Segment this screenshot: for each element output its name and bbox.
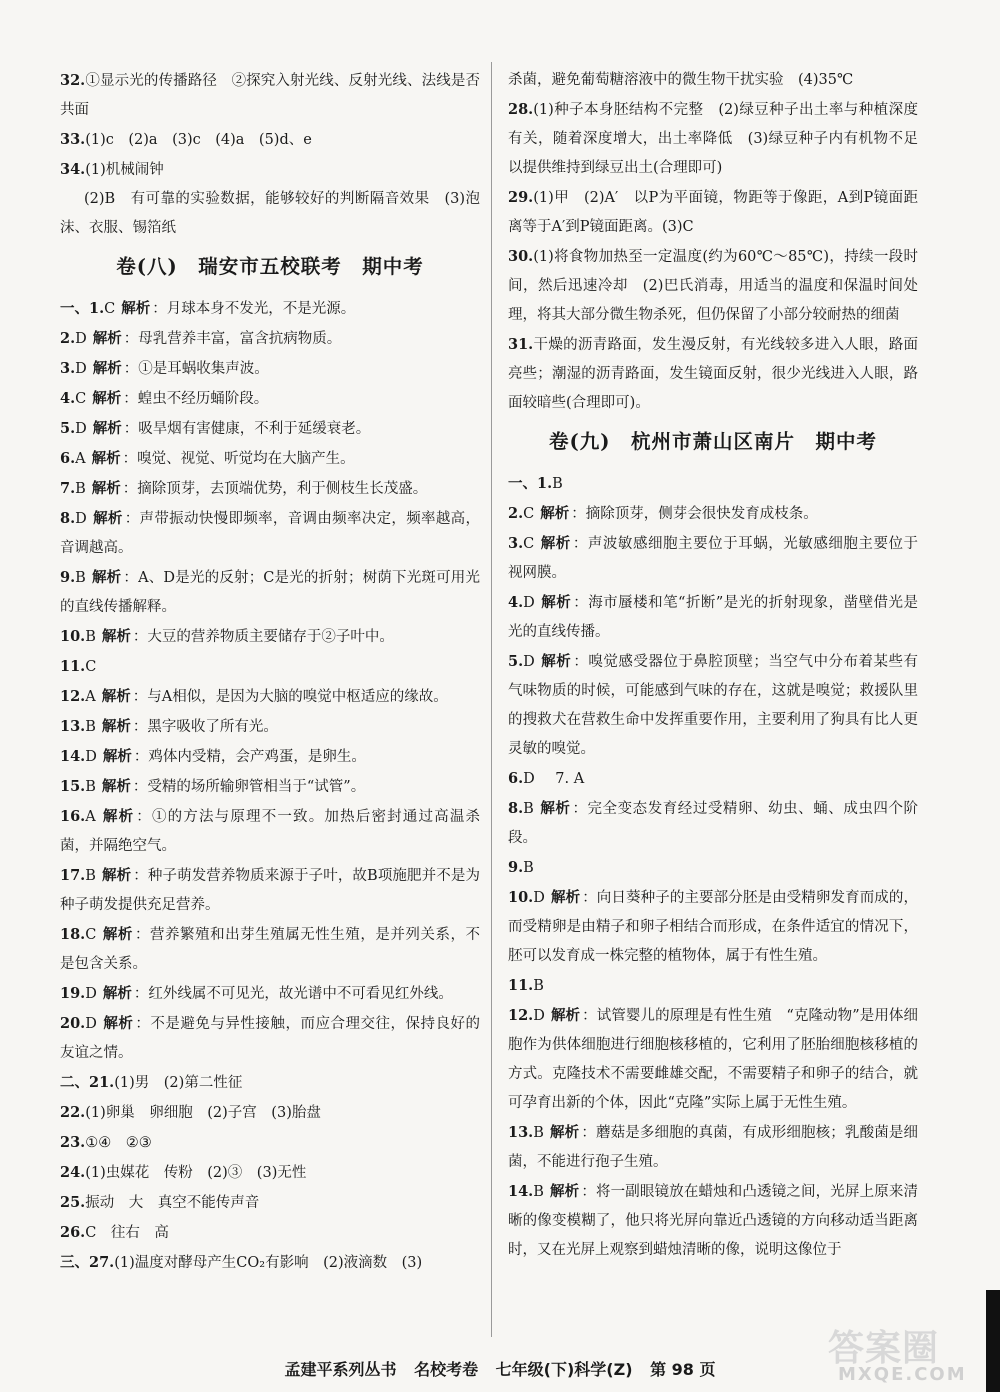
- section-heading: 卷(八) 瑞安市五校联考 期中考: [116, 255, 424, 278]
- question-number: 6.: [60, 450, 76, 467]
- answer-choice: B: [85, 779, 96, 795]
- answer-item: [60, 742, 480, 772]
- answer-text: ：声带振动快慢即频率，音调由频率决定，频率越高，音调越高。: [60, 511, 481, 556]
- question-number: 16.: [60, 808, 86, 825]
- answer-item: [508, 647, 918, 764]
- footer-series: 孟建平系列丛书: [284, 1360, 397, 1379]
- answer-choice: B: [85, 629, 96, 645]
- answer-line: [508, 330, 918, 418]
- answer-item: [60, 414, 480, 444]
- answer-line: [60, 66, 480, 125]
- analysis-label: 解析: [101, 628, 131, 645]
- analysis-label: 解析: [92, 390, 122, 407]
- analysis-label: 解析: [540, 505, 570, 522]
- watermark-url: MXQE.COM: [838, 1364, 967, 1385]
- question-number: 23.: [60, 1134, 86, 1151]
- question-number: 8.: [60, 510, 76, 527]
- answer-text: ①④ ②③: [85, 1135, 152, 1151]
- question-number: 17.: [60, 867, 86, 884]
- question-number: 4.: [60, 390, 76, 407]
- answer-text: ：摘除顶芽，去顶端优势，利于侧枝生长茂盛。: [122, 481, 428, 497]
- answer-text: (1)甲 (2)A′ 以P为平面镜，物距等于像距，A到P镜面距离等于A′到P镜面距离。(3)C: [508, 190, 918, 235]
- answer-item: [508, 529, 918, 588]
- answer-text: ：与A相似，是因为大脑的嗅觉中枢适应的缘故。: [132, 689, 448, 705]
- answer-text: ：嗅觉、视觉、听觉均在大脑产生。: [122, 451, 355, 467]
- answer-text: ：声波敏感细胞主要位于耳蜗，光敏感细胞主要位于视网膜。: [508, 536, 919, 581]
- answer-text: ：向日葵种子的主要部分胚是由受精卵发育而成的，而受精卵是由精子和卵子相结合而形成，在条件适宜的情况下，胚可以发育成一株完整的植物体，属于有性生殖。: [508, 890, 919, 964]
- answer-choice: D: [85, 986, 97, 1002]
- answer-text: ：蝗虫不经历蛹阶段。: [123, 391, 269, 407]
- analysis-label: 解析: [549, 1183, 580, 1200]
- question-number: 11.: [508, 977, 534, 994]
- analysis-label: 解析: [92, 420, 122, 437]
- question-number: 2.: [60, 330, 76, 347]
- question-number: 5.: [60, 420, 76, 437]
- answer-item: [60, 1009, 480, 1068]
- answer-text: (1)将食物加热至一定温度(约为60℃～85℃)，持续一段时间，然后迅速冷却 (2)巴氏消毒，用适当的温度和保温时间处理，将其大部分微生物杀死，但仍保留了小部分较耐热的细菌: [508, 249, 918, 323]
- answer-text: 干燥的沥青路面，发生漫反射，有光线较多进入人眼，路面亮些；潮湿的沥青路面，发生镜面反射，很少光线进入人眼，路面较暗些(合理即可)。: [508, 337, 918, 411]
- answer-choice: D: [75, 331, 87, 347]
- answer-text: ①显示光的传播路径 ②探究入射光线、反射光线、法线是否共面: [60, 73, 480, 118]
- answer-item: [508, 499, 918, 529]
- analysis-label: 解析: [91, 569, 122, 586]
- question-number: 8.: [508, 800, 524, 817]
- answer-line: [60, 1248, 480, 1278]
- question-number: 31.: [508, 336, 534, 353]
- footer-title: 名校考卷: [414, 1360, 479, 1379]
- analysis-label: 解析: [102, 926, 133, 943]
- answer-choice: B: [523, 801, 534, 817]
- answer-text: (1)c (2)a (3)c (4)a (5)d、e: [85, 132, 312, 148]
- analysis-label: 解析: [101, 867, 132, 884]
- answer-text: (1)虫媒花 传粉 (2)③ (3)无性: [85, 1165, 307, 1181]
- answer-item: [60, 622, 480, 652]
- question-number: 33.: [60, 131, 86, 148]
- answer-choice: D: [75, 511, 87, 527]
- answer-text: ：受精的场所输卵管相当于“试管”。: [132, 779, 366, 795]
- analysis-label: 解析: [101, 718, 131, 735]
- question-number: 30.: [508, 248, 534, 265]
- answer-choice: C: [85, 659, 97, 675]
- question-number: 13.: [508, 1124, 534, 1141]
- answer-text: 杀菌，避免葡萄糖溶液中的微生物干扰实验 (4)35℃: [508, 72, 854, 88]
- answer-text: ：海市蜃楼和笔“折断”是光的折射现象，凿壁借光是光的直线传播。: [508, 595, 919, 640]
- answer-choice: B: [75, 481, 86, 497]
- answer-text: ：鸡体内受精，会产鸡蛋，是卵生。: [133, 749, 366, 765]
- answer-choice: B: [75, 570, 86, 586]
- answer-text: ：完全变态发育经过受精卵、幼虫、蛹、成虫四个阶段。: [508, 801, 919, 846]
- answer-item: [60, 384, 480, 414]
- answer-item: [60, 652, 480, 682]
- answer-text: ：摘除顶芽，侧芽会很快发育成枝条。: [571, 506, 818, 522]
- answer-choice: B: [85, 719, 96, 735]
- analysis-label: 解析: [101, 688, 131, 705]
- answer-item: [60, 682, 480, 712]
- question-number: 13.: [60, 718, 86, 735]
- analysis-label: 解析: [91, 450, 121, 467]
- answer-choice: D: [523, 771, 535, 787]
- answer-choice: B: [552, 476, 563, 492]
- question-number: 12.: [60, 688, 86, 705]
- analysis-label: 解析: [102, 748, 132, 765]
- analysis-label: 解析: [91, 480, 121, 497]
- answer-item: [60, 712, 480, 742]
- analysis-label: 解析: [92, 330, 122, 347]
- answer-choice: D: [75, 421, 87, 437]
- question-number: 20.: [60, 1015, 86, 1032]
- answer-item: [60, 504, 480, 563]
- answer-item: [508, 794, 918, 853]
- answer-line: [508, 95, 918, 183]
- answer-item: [60, 920, 480, 979]
- answer-text: ：营养繁殖和出芽生殖属无性生殖，是并列关系，不是包含关系。: [60, 927, 481, 972]
- left-column: [60, 66, 480, 1278]
- answer-line: [60, 125, 480, 155]
- answer-choice: C: [523, 536, 535, 552]
- analysis-label: 解析: [101, 808, 135, 825]
- column-divider: [491, 62, 492, 1337]
- answer-text: (1)种子本身胚结构不完整 (2)绿豆种子出土率与种植深度有关，随着深度增大，出土率降低 (3)绿豆种子内有机物不足以提供维持到绿豆出土(合理即可): [508, 102, 918, 176]
- answer-text: (2)B 有可靠的实验数据，能够较好的判断隔音效果 (3)泡沫、衣服、锡箔纸: [60, 191, 480, 236]
- question-number: 28.: [508, 101, 534, 118]
- answer-item: [60, 979, 480, 1009]
- answer-text: ：吸旱烟有害健康，不利于延缓衰老。: [123, 421, 371, 437]
- answer-choice: D: [523, 595, 535, 611]
- question-number: 14.: [508, 1183, 534, 1200]
- answer-choice: B: [533, 978, 544, 994]
- analysis-label: 解析: [102, 1015, 134, 1032]
- question-number: 三、27.: [60, 1254, 115, 1271]
- question-number: 29.: [508, 189, 534, 206]
- analysis-label: 解析: [101, 778, 131, 795]
- answer-text: (1)机械闹钟: [85, 162, 164, 178]
- question-number: 19.: [60, 985, 86, 1002]
- analysis-label: 解析: [550, 1007, 581, 1024]
- answer-item: [508, 971, 918, 1001]
- right-column: [508, 66, 918, 1265]
- analysis-label: 解析: [540, 535, 571, 552]
- answer-text: ：①的方法与原理不一致。加热后密封通过高温杀菌，并隔绝空气。: [60, 809, 481, 854]
- question-number: 二、21.: [60, 1074, 115, 1091]
- answer-text: ：①是耳蜗收集声波。: [123, 361, 269, 377]
- analysis-label: 解析: [539, 800, 571, 817]
- answer-text: ：A、D是光的反射；C是光的折射；树荫下光斑可用光的直线传播解释。: [60, 570, 480, 615]
- answer-choice: C: [523, 506, 535, 522]
- answer-item: [60, 563, 480, 622]
- question-number: 34.: [60, 161, 86, 178]
- question-number: 一、1.: [508, 475, 553, 492]
- answer-item: [60, 354, 480, 384]
- question-number: 14.: [60, 748, 86, 765]
- answer-choice: A: [85, 809, 96, 825]
- answer-line: [60, 1158, 480, 1188]
- analysis-label: 解析: [540, 594, 572, 611]
- answer-item: [60, 324, 480, 354]
- answer-line: [60, 1128, 480, 1158]
- answer-item: [60, 294, 480, 324]
- section-heading: 卷(九) 杭州市萧山区南片 期中考: [549, 430, 877, 453]
- analysis-label: 解析: [550, 889, 581, 906]
- analysis-label: 解析: [102, 985, 132, 1002]
- answer-text: ：黑字吸收了所有光。: [132, 719, 278, 735]
- answer-choice: B: [85, 868, 96, 884]
- footer-page-number: 第 98 页: [650, 1360, 716, 1379]
- answer-choice: B: [523, 860, 534, 876]
- answer-text: ：红外线属不可见光，故光谱中不可看见红外线。: [133, 986, 453, 1002]
- answer-item: [60, 802, 480, 861]
- answer-choice: A: [85, 689, 96, 705]
- analysis-label: 解析: [92, 510, 123, 527]
- answer-text: (1)男 (2)第二性征: [114, 1075, 243, 1091]
- question-number: 10.: [508, 889, 534, 906]
- answer-text: (1)卵巢 卵细胞 (2)子宫 (3)胎盘: [85, 1105, 321, 1121]
- answer-text: 7. A: [540, 771, 585, 787]
- answer-item: [508, 469, 918, 499]
- answer-text: (1)温度对酵母产生CO₂有影响 (2)液滴数 (3): [114, 1255, 423, 1271]
- question-number: 15.: [60, 778, 86, 795]
- question-number: 6.: [508, 770, 524, 787]
- answer-text: ：母乳营养丰富，富含抗病物质。: [123, 331, 342, 347]
- answer-text: ：月球本身不发光，不是光源。: [152, 301, 356, 317]
- watermark-logo: [828, 1290, 998, 1388]
- question-number: 12.: [508, 1007, 534, 1024]
- answer-line: [60, 185, 480, 243]
- answer-item: [508, 883, 918, 971]
- answer-line: [508, 183, 918, 242]
- answer-choice: C: [75, 391, 87, 407]
- answer-text: ：种子萌发营养物质来源于子叶，故B项施肥并不是为种子萌发提供充足营养。: [60, 868, 481, 913]
- question-number: 26.: [60, 1224, 86, 1241]
- question-number: 3.: [508, 535, 524, 552]
- answer-line: [508, 242, 918, 330]
- answer-item: [60, 861, 480, 920]
- answer-item: [508, 1001, 918, 1118]
- question-number: 2.: [508, 505, 524, 522]
- question-number: 25.: [60, 1194, 86, 1211]
- question-number: 一、1.: [60, 300, 105, 317]
- answer-line: [60, 1188, 480, 1218]
- answer-item: [508, 853, 918, 883]
- answer-text: 振动 大 真空不能传声音: [85, 1195, 260, 1211]
- answer-item: [508, 1177, 918, 1265]
- watermark-text: 答案圈: [828, 1328, 940, 1369]
- answer-item: [508, 588, 918, 647]
- answer-choice: A: [75, 451, 86, 467]
- answer-text: ：嗅觉感受器位于鼻腔顶壁；当空气中分布着某些有气味物质的时候，可能感到气味的存在，这就是嗅觉；救援队里的搜救犬在营救生命中发挥重要作用，主要利用了狗具有比人更灵敏的嗅觉。: [508, 654, 919, 757]
- analysis-label: 解析: [549, 1124, 580, 1141]
- question-number: 24.: [60, 1164, 86, 1181]
- answer-line: [60, 1068, 480, 1098]
- answer-choice: D: [85, 749, 97, 765]
- answer-choice: B: [533, 1125, 544, 1141]
- answer-item: [60, 444, 480, 474]
- question-number: 5.: [508, 653, 524, 670]
- question-number: 22.: [60, 1104, 86, 1121]
- answer-text: ：蘑菇是多细胞的真菌，有成形细胞核；乳酸菌是细菌，不能进行孢子生殖。: [508, 1125, 919, 1170]
- answer-text: ：不是避免与异性接触，而应合理交往，保持良好的友谊之情。: [60, 1016, 480, 1061]
- footer-grade: 七年级(下)科学(Z): [495, 1360, 633, 1379]
- answer-choice: B: [533, 1184, 544, 1200]
- answer-choice: D: [75, 361, 87, 377]
- answer-choice: D: [533, 890, 545, 906]
- question-number: 32.: [60, 72, 86, 89]
- answer-line: [508, 66, 918, 95]
- answer-line: [60, 1098, 480, 1128]
- answer-text: ：试管婴儿的原理是有性生殖 “克隆动物”是用体细胞作为供体细胞进行细胞核移植的，它利用了胚胎细胞核移植的方式。克隆技术不需要雌雄交配，不需要精子和卵子的结合，就可孕育出新的个体，因此“克隆”实际上属于无性生殖。: [508, 1008, 918, 1111]
- answer-choice: D: [85, 1016, 97, 1032]
- question-number: 10.: [60, 628, 86, 645]
- answer-item: [508, 764, 918, 794]
- question-number: 4.: [508, 594, 524, 611]
- question-number: 9.: [60, 569, 76, 586]
- answer-item: [60, 474, 480, 504]
- question-number: 7.: [60, 480, 76, 497]
- answer-choice: C: [85, 927, 97, 943]
- question-number: 9.: [508, 859, 524, 876]
- question-number: 18.: [60, 926, 86, 943]
- answer-choice: D: [523, 654, 535, 670]
- answer-text: ：大豆的营养物质主要储存于②子叶中。: [132, 629, 394, 645]
- answer-text: C 往右 高: [85, 1225, 169, 1241]
- question-number: 3.: [60, 360, 76, 377]
- analysis-label: 解析: [92, 360, 122, 377]
- answer-item: [60, 772, 480, 802]
- answer-line: [60, 155, 480, 185]
- question-number: 11.: [60, 658, 86, 675]
- analysis-label: 解析: [540, 653, 572, 670]
- analysis-label: 解析: [121, 300, 151, 317]
- answer-choice: C: [104, 301, 116, 317]
- answer-line: [60, 1218, 480, 1248]
- answer-choice: D: [533, 1008, 545, 1024]
- answer-item: [508, 1118, 918, 1177]
- answer-text: ：将一副眼镜放在蜡烛和凸透镜之间，光屏上原来清晰的像变模糊了，他只将光屏向靠近凸透镜的方向移动适当距离时，又在光屏上观察到蜡烛清晰的像，说明这像位于: [508, 1184, 919, 1258]
